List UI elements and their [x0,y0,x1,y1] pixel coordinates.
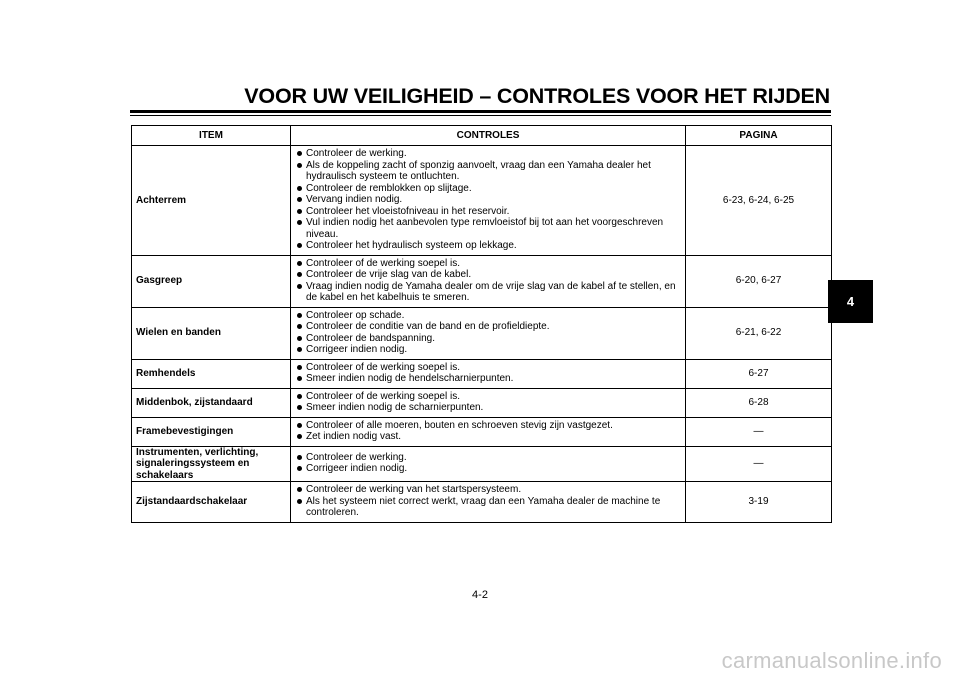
control-item: Controleer of de werking soepel is. [295,391,681,403]
control-item: Controleer of de werking soepel is. [295,362,681,374]
control-item: Vervang indien nodig. [295,194,681,206]
page-title: VOOR UW VEILIGHEID – CONTROLES VOOR HET RIJDEN [244,84,830,108]
checks-table [131,125,832,523]
table-row [132,482,832,523]
title-rule-thick [130,110,831,113]
control-item: Controleer op schade. [295,310,681,322]
table-row [132,146,832,256]
chapter-tab: 4 [828,280,873,323]
item-cell: Framebevestigingen [132,417,291,446]
page-cell: — [686,417,832,446]
controls-cell [291,359,686,388]
page-cell: — [686,446,832,482]
controls-cell [291,146,686,256]
column-header-page: PAGINA [686,126,832,146]
control-item: Controleer of alle moeren, bouten en schroeven stevig zijn vastgezet. [295,420,681,432]
table-row [132,255,832,307]
item-cell: Middenbok, zijstandaard [132,388,291,417]
watermark: carmanualsonline.info [721,648,942,673]
control-item: Corrigeer indien nodig. [295,344,681,356]
item-cell: Zijstandaardschakelaar [132,482,291,523]
controls-cell [291,417,686,446]
controls-cell [291,307,686,359]
controls-cell [291,446,686,482]
control-item: Als de koppeling zacht of sponzig aanvoelt, vraag dan een Yamaha dealer het hydraulisch systeem te ontluchten. [295,160,681,183]
item-cell: Wielen en banden [132,307,291,359]
controls-cell [291,482,686,523]
control-item: Corrigeer indien nodig. [295,463,681,475]
column-header-controls: CONTROLES [291,126,686,146]
control-item: Controleer de bandspanning. [295,333,681,345]
control-item: Controleer het vloeistofniveau in het reservoir. [295,206,681,218]
page-cell: 3-19 [686,482,832,523]
item-cell: Achterrem [132,146,291,256]
page-cell: 6-27 [686,359,832,388]
page-cell: 6-23, 6-24, 6-25 [686,146,832,256]
control-item: Controleer de werking. [295,452,681,464]
control-item: Controleer de werking van het startspersysteem. [295,484,681,496]
column-header-item: ITEM [132,126,291,146]
table-row [132,417,832,446]
page-cell: 6-28 [686,388,832,417]
table-row [132,446,832,482]
table-header-row [132,126,832,146]
item-cell: Gasgreep [132,255,291,307]
control-item: Zet indien nodig vast. [295,431,681,443]
table-row [132,388,832,417]
item-cell: Remhendels [132,359,291,388]
control-item: Vul indien nodig het aanbevolen type remvloeistof bij tot aan het voorgeschreven niveau. [295,217,681,240]
table-row [132,359,832,388]
page-cell: 6-21, 6-22 [686,307,832,359]
control-item: Smeer indien nodig de scharnierpunten. [295,402,681,414]
control-item: Vraag indien nodig de Yamaha dealer om de vrije slag van de kabel af te stellen, en de kabel en het kabelhuis te smeren. [295,281,681,304]
page-cell: 6-20, 6-27 [686,255,832,307]
control-item: Smeer indien nodig de hendelscharnierpunten. [295,373,681,385]
control-item: Controleer het hydraulisch systeem op lekkage. [295,240,681,252]
controls-cell [291,255,686,307]
control-item: Controleer de werking. [295,148,681,160]
controls-cell [291,388,686,417]
page-number: 4-2 [472,589,488,601]
control-item: Controleer de vrije slag van de kabel. [295,269,681,281]
title-rule-thin [130,115,831,116]
control-item: Controleer de remblokken op slijtage. [295,183,681,195]
item-cell: Instrumenten, verlichting, signaleringssysteem en schakelaars [132,446,291,482]
control-item: Controleer of de werking soepel is. [295,258,681,270]
control-item: Controleer de conditie van de band en de profieldiepte. [295,321,681,333]
table-row [132,307,832,359]
control-item: Als het systeem niet correct werkt, vraag dan een Yamaha dealer de machine te controleren. [295,496,681,519]
